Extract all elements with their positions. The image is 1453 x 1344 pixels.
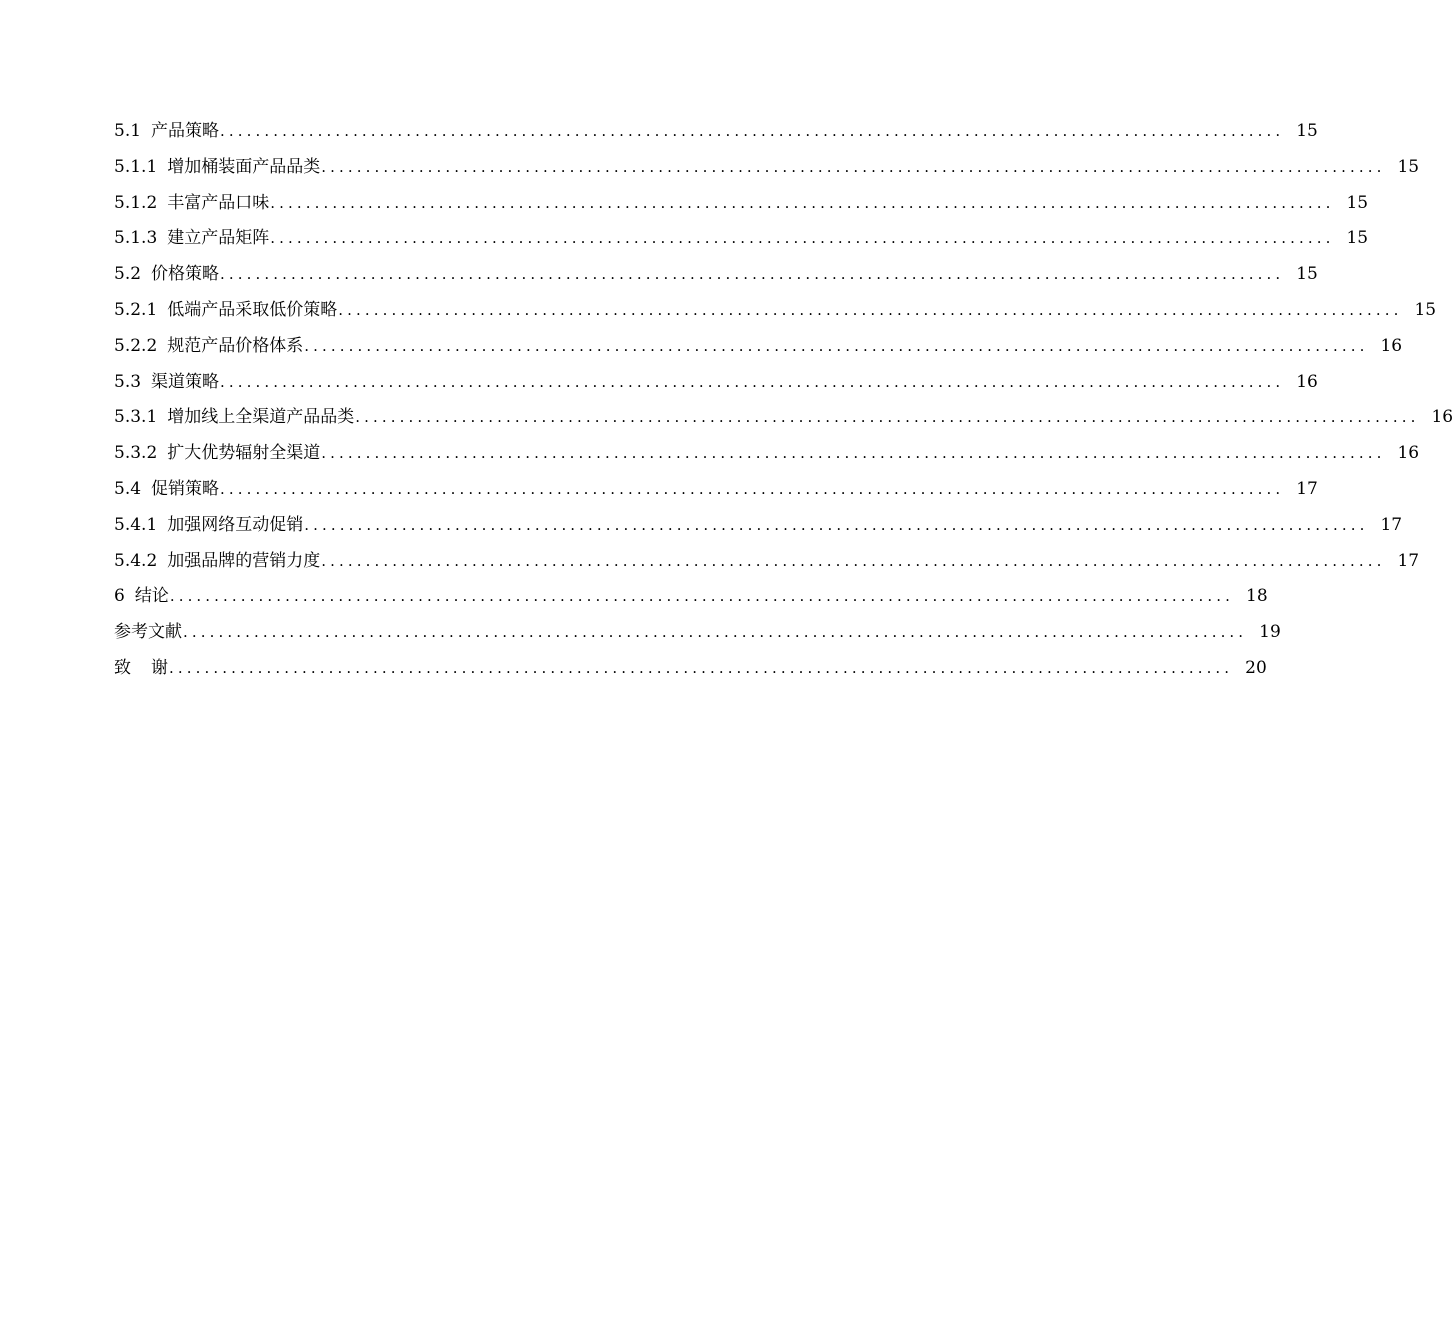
toc-entry-number: 5.1.1 — [114, 156, 158, 177]
toc-entry-5-1-2[interactable] — [114, 186, 1369, 222]
toc-entry-number: 5.3 — [114, 371, 142, 392]
toc-dot-leader: ........................................................................................................................ — [355, 408, 1420, 427]
toc-entry-title: 价格策略 — [151, 264, 220, 285]
toc-entry-5-4-2[interactable] — [114, 544, 1420, 580]
toc-entry-6[interactable] — [114, 579, 1268, 615]
toc-dot-leader: ........................................................................................................................ — [270, 193, 1335, 212]
toc-entry-title: 建立产品矩阵 — [167, 228, 270, 249]
toc-entry-number: 5.1 — [114, 121, 142, 141]
toc-entry-title: 促销策略 — [151, 478, 220, 499]
toc-entry-page: 19 — [1259, 622, 1281, 643]
toc-entry-page: 15 — [1397, 156, 1420, 177]
toc-dot-leader: ........................................................................................................................ — [220, 479, 1285, 498]
toc-entry-number: 5.4 — [114, 478, 142, 499]
toc-entry-number: 5.2.1 — [114, 299, 158, 320]
toc-entry-page: 17 — [1397, 550, 1420, 571]
toc-entry-number: 5.3.2 — [114, 443, 158, 464]
toc-entry-number: 5.3.1 — [114, 407, 158, 428]
toc-entry-page: 15 — [1414, 299, 1437, 320]
toc-entry-5-3-2[interactable] — [114, 436, 1420, 472]
toc-entry-page: 16 — [1380, 335, 1403, 356]
toc-dot-leader: ........................................................................................................................ — [169, 587, 1234, 606]
toc-entry-5-4-1[interactable] — [114, 508, 1403, 544]
toc-dot-leader: ........................................................................................................................ — [220, 122, 1285, 140]
toc-entry-page: 17 — [1380, 514, 1403, 535]
toc-dot-leader: ........................................................................................................................ — [183, 623, 1248, 642]
toc-entry-number: 5.1.2 — [114, 192, 158, 213]
toc-dot-leader: ........................................................................................................................ — [220, 265, 1285, 284]
toc-entry-number: 5.2 — [114, 264, 142, 285]
toc-entry-title: 增加桶装面产品品类 — [167, 156, 321, 177]
toc-entry-5-3-1[interactable] — [114, 400, 1453, 436]
toc-entry-page: 16 — [1431, 407, 1453, 428]
toc-entry-title: 结论 — [134, 586, 169, 607]
toc-entry-number: 5.2.2 — [114, 335, 158, 356]
toc-entry-number: 5.1.3 — [114, 228, 158, 249]
toc-entry-5-2-1[interactable] — [114, 293, 1437, 329]
toc-entry-page: 15 — [1296, 121, 1318, 141]
toc-entry-page: 15 — [1346, 192, 1369, 213]
toc-entry-title: 参考文献 — [114, 622, 182, 643]
toc-entry-5-2[interactable] — [114, 257, 1318, 293]
toc-entry-title: 加强网络互动促销 — [167, 514, 304, 535]
toc-entry-title: 致谢 — [114, 657, 188, 678]
toc-entry-5-2-2[interactable] — [114, 329, 1403, 365]
toc-entry-page: 18 — [1246, 586, 1268, 607]
toc-entry-title: 产品策略 — [151, 121, 220, 141]
toc-entry-title: 低端产品采取低价策略 — [167, 299, 338, 320]
toc-entry-page: 16 — [1397, 443, 1420, 464]
toc-dot-leader: ........................................................................................................................ — [304, 515, 1369, 534]
toc-entry-title: 增加线上全渠道产品品类 — [167, 407, 355, 428]
toc-dot-leader: ........................................................................................................................ — [220, 372, 1285, 391]
table-of-contents — [114, 114, 1453, 687]
toc-entry-5-3[interactable] — [114, 365, 1318, 401]
toc-entry-number: 5.4.2 — [114, 550, 158, 571]
toc-entry-number: 6 — [114, 586, 125, 607]
toc-entry-title: 渠道策略 — [151, 371, 220, 392]
toc-entry-page: 17 — [1296, 478, 1318, 499]
toc-entry-5-1[interactable] — [114, 114, 1318, 150]
toc-dot-leader: ........................................................................................................................ — [338, 300, 1403, 319]
toc-entry-page: 16 — [1296, 371, 1318, 392]
toc-entry-title: 扩大优势辐射全渠道 — [167, 443, 321, 464]
toc-entry-title: 丰富产品口味 — [167, 192, 270, 213]
toc-entry-title: 规范产品价格体系 — [167, 335, 304, 356]
toc-dot-leader: ........................................................................................................................ — [304, 336, 1369, 355]
toc-dot-leader: ........................................................................................................................ — [321, 157, 1386, 176]
toc-entry-title: 加强品牌的营销力度 — [167, 550, 321, 571]
toc-entry-page: 20 — [1245, 657, 1267, 678]
toc-entry-page: 15 — [1296, 264, 1318, 285]
toc-entry-number: 5.4.1 — [114, 514, 158, 535]
toc-dot-leader: ........................................................................................................................ — [321, 551, 1386, 570]
toc-entry-5-1-3[interactable] — [114, 221, 1369, 257]
toc-entry-page: 15 — [1346, 228, 1369, 249]
toc-entry-references[interactable] — [114, 615, 1281, 651]
toc-entry-5-1-1[interactable] — [114, 150, 1420, 186]
toc-entry-acknowledgements[interactable] — [114, 651, 1267, 687]
toc-entry-5-4[interactable] — [114, 472, 1318, 508]
toc-dot-leader: ........................................................................................................................ — [169, 658, 1234, 677]
toc-dot-leader: ........................................................................................................................ — [321, 444, 1386, 463]
toc-dot-leader: ........................................................................................................................ — [270, 229, 1335, 248]
